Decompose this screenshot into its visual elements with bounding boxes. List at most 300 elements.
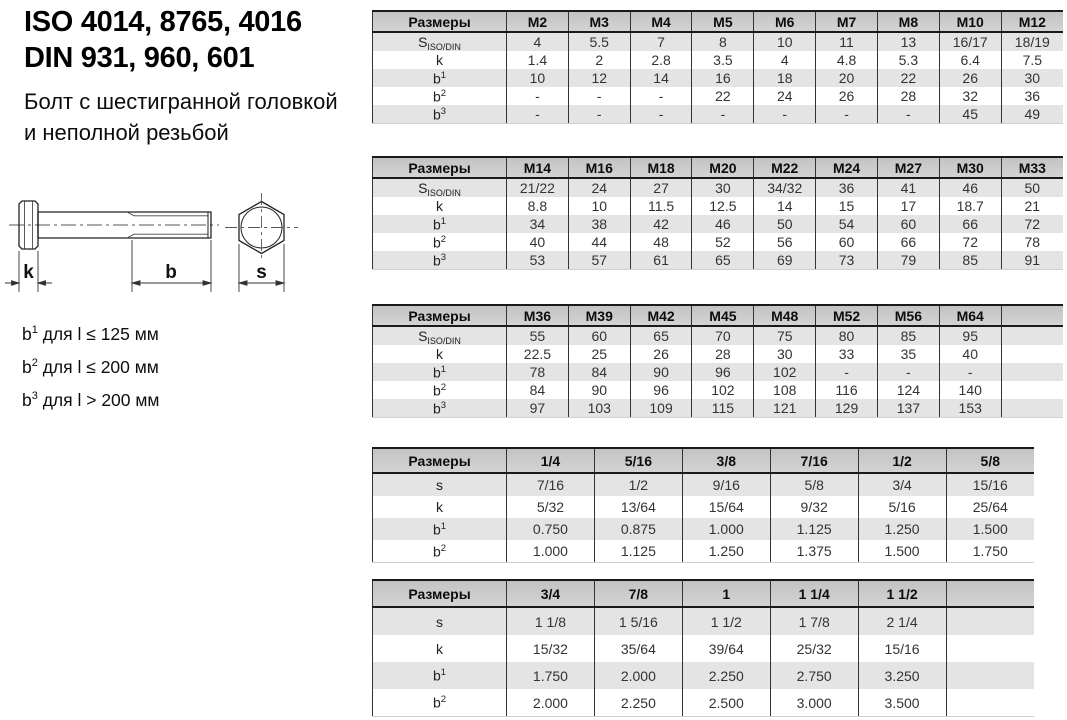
row-label: k [373, 496, 507, 518]
value-cell: 34 [507, 215, 569, 233]
value-cell: 14 [754, 197, 816, 215]
dimensions-table-inch-quarter-to-5-8 [372, 447, 1034, 563]
row-label-column-header: Размеры [373, 580, 507, 607]
value-cell: 27 [630, 178, 692, 197]
row-label: $S_{ISO/DIN}$ [373, 178, 507, 197]
value-cell: 1 1/8 [507, 607, 595, 635]
b-arrow-right [203, 281, 211, 286]
value-cell: 1 1/2 [682, 607, 770, 635]
size-column-header: M24 [816, 157, 878, 178]
size-column-header: 1/2 [858, 448, 946, 473]
value-cell: 53 [507, 251, 569, 270]
blank-cell [946, 635, 1034, 662]
value-cell: 5/8 [770, 473, 858, 496]
value-cell: 49 [1001, 105, 1063, 124]
value-cell: 13 [877, 32, 939, 51]
size-column-header: M3 [568, 11, 630, 32]
value-cell: 80 [816, 326, 878, 345]
value-cell: 13/64 [594, 496, 682, 518]
value-cell: 78 [1001, 233, 1063, 251]
value-cell: - [568, 105, 630, 124]
value-cell: 2 1/4 [858, 607, 946, 635]
title-iso-line: ISO 4014, 8765, 4016 [24, 6, 302, 38]
table-header-row [373, 448, 1035, 473]
value-cell: 25/64 [946, 496, 1034, 518]
value-cell: 90 [630, 363, 692, 381]
table-row [373, 662, 1035, 689]
size-column-header: M10 [939, 11, 1001, 32]
row-label: $b^2$ [373, 233, 507, 251]
value-cell: 2.750 [770, 662, 858, 689]
table-row [373, 105, 1064, 124]
value-cell: 42 [630, 215, 692, 233]
row-label-column-header: Размеры [373, 448, 507, 473]
size-column-header: M20 [692, 157, 754, 178]
value-cell: 28 [692, 345, 754, 363]
blank-cell [946, 662, 1034, 689]
hex-head-front-view [225, 193, 298, 262]
size-column-header: M52 [816, 305, 878, 326]
value-cell: 121 [754, 399, 816, 418]
value-cell: 73 [816, 251, 878, 270]
value-cell: 7/16 [507, 473, 595, 496]
row-label: s [373, 473, 507, 496]
value-cell: - [816, 105, 878, 124]
row-label: k [373, 51, 507, 69]
value-cell: 28 [877, 87, 939, 105]
value-cell: 78 [507, 363, 569, 381]
value-cell: 1.4 [507, 51, 569, 69]
value-cell: - [877, 363, 939, 381]
value-cell: 102 [692, 381, 754, 399]
value-cell: 4 [507, 32, 569, 51]
value-cell: 30 [1001, 69, 1063, 87]
dim-label-k: k [23, 262, 34, 283]
table-row [373, 607, 1035, 635]
value-cell: 12.5 [692, 197, 754, 215]
row-label: $S_{ISO/DIN}$ [373, 32, 507, 51]
value-cell: 21/22 [507, 178, 569, 197]
value-cell: 10 [507, 69, 569, 87]
value-cell: 15/64 [682, 496, 770, 518]
blank-cell [1001, 326, 1063, 345]
value-cell: 5/16 [858, 496, 946, 518]
value-cell: 2.500 [682, 689, 770, 717]
dimensions-table-m14-m33 [372, 156, 1063, 270]
size-column-header: 1/4 [507, 448, 595, 473]
value-cell: 26 [630, 345, 692, 363]
size-column-header: M2 [507, 11, 569, 32]
row-label: $b^1$ [373, 363, 507, 381]
value-cell: 34/32 [754, 178, 816, 197]
value-cell: 97 [507, 399, 569, 418]
size-column-header: M33 [1001, 157, 1063, 178]
value-cell: 66 [939, 215, 1001, 233]
value-cell: 8.8 [507, 197, 569, 215]
value-cell: 84 [568, 363, 630, 381]
value-cell: 116 [816, 381, 878, 399]
value-cell: 9/16 [682, 473, 770, 496]
blank-column-header [946, 580, 1034, 607]
dim-label-b: b [165, 262, 177, 283]
table-row [373, 363, 1064, 381]
value-cell: 1 5/16 [594, 607, 682, 635]
size-column-header: 1 [682, 580, 770, 607]
value-cell: 20 [816, 69, 878, 87]
size-column-header: M27 [877, 157, 939, 178]
value-cell: 1.750 [946, 540, 1034, 563]
size-column-header: M30 [939, 157, 1001, 178]
table-row [373, 32, 1064, 51]
value-cell: 40 [507, 233, 569, 251]
value-cell: 39/64 [682, 635, 770, 662]
value-cell: 140 [939, 381, 1001, 399]
size-column-header: 5/8 [946, 448, 1034, 473]
row-label: $b^1$ [373, 69, 507, 87]
size-column-header: M8 [877, 11, 939, 32]
value-cell: 54 [816, 215, 878, 233]
row-label: $b^2$ [373, 540, 507, 563]
table-row [373, 178, 1064, 197]
value-cell: 65 [630, 326, 692, 345]
row-label: $b^2$ [373, 689, 507, 717]
note-b2 [22, 349, 159, 382]
value-cell: 50 [754, 215, 816, 233]
size-column-header: 5/16 [594, 448, 682, 473]
blank-cell [1001, 381, 1063, 399]
value-cell: 22 [877, 69, 939, 87]
value-cell: 36 [816, 178, 878, 197]
value-cell: 3/4 [858, 473, 946, 496]
dimensions-table-m2-m12 [372, 10, 1063, 124]
value-cell: 2.000 [507, 689, 595, 717]
value-cell: - [630, 87, 692, 105]
value-cell: - [816, 363, 878, 381]
note-b2-sup: 2 [31, 356, 38, 369]
value-cell: 72 [939, 233, 1001, 251]
value-cell: 5.3 [877, 51, 939, 69]
value-cell: 6.4 [939, 51, 1001, 69]
value-cell: 1.250 [682, 540, 770, 563]
table-row [373, 326, 1064, 345]
size-column-header: M16 [568, 157, 630, 178]
value-cell: 69 [754, 251, 816, 270]
size-column-header: 1 1/2 [858, 580, 946, 607]
size-column-header: 7/8 [594, 580, 682, 607]
size-column-header: 7/16 [770, 448, 858, 473]
value-cell: 96 [692, 363, 754, 381]
table-row [373, 87, 1064, 105]
value-cell: 44 [568, 233, 630, 251]
size-column-header: M4 [630, 11, 692, 32]
subtitle-line-2: и неполной резьбой [24, 120, 229, 145]
value-cell: 35/64 [594, 635, 682, 662]
note-b2-symbol: b [22, 356, 32, 377]
value-cell: 25 [568, 345, 630, 363]
value-cell: 32 [939, 87, 1001, 105]
value-cell: 4 [754, 51, 816, 69]
value-cell: 30 [754, 345, 816, 363]
table-header-row [373, 11, 1064, 32]
s-arrow-right [276, 281, 284, 286]
size-column-header: M42 [630, 305, 692, 326]
note-b2-text: для l ≤ 200 мм [37, 356, 159, 377]
value-cell: 10 [568, 197, 630, 215]
value-cell: 38 [568, 215, 630, 233]
value-cell: 103 [568, 399, 630, 418]
value-cell: 15/32 [507, 635, 595, 662]
value-cell: 61 [630, 251, 692, 270]
value-cell: 7 [630, 32, 692, 51]
value-cell: 137 [877, 399, 939, 418]
value-cell: 1.375 [770, 540, 858, 563]
size-column-header: M22 [754, 157, 816, 178]
table-row [373, 399, 1064, 418]
value-cell: - [939, 363, 1001, 381]
size-column-header: 3/8 [682, 448, 770, 473]
blank-cell [946, 689, 1034, 717]
value-cell: 55 [507, 326, 569, 345]
value-cell: 14 [630, 69, 692, 87]
value-cell: 17 [877, 197, 939, 215]
value-cell: 85 [877, 326, 939, 345]
table-row [373, 197, 1064, 215]
dimensions-table-m36-m64 [372, 304, 1063, 418]
value-cell: - [877, 105, 939, 124]
note-b3-text: для l > 200 мм [37, 389, 160, 410]
value-cell: 22 [692, 87, 754, 105]
table-row [373, 381, 1064, 399]
value-cell: 60 [816, 233, 878, 251]
value-cell: 1 7/8 [770, 607, 858, 635]
size-column-header: 3/4 [507, 580, 595, 607]
row-label-column-header: Размеры [373, 11, 507, 32]
row-label: $b^3$ [373, 251, 507, 270]
value-cell: 15 [816, 197, 878, 215]
value-cell: 2.250 [594, 689, 682, 717]
value-cell: 108 [754, 381, 816, 399]
value-cell: 70 [692, 326, 754, 345]
note-b3-sup: 3 [31, 389, 38, 402]
note-b1-text: для l ≤ 125 мм [37, 323, 159, 344]
value-cell: 11.5 [630, 197, 692, 215]
value-cell: 102 [754, 363, 816, 381]
thread-length-notes [22, 316, 159, 414]
value-cell: 9/32 [770, 496, 858, 518]
value-cell: 7.5 [1001, 51, 1063, 69]
row-label: s [373, 607, 507, 635]
value-cell: 11 [816, 32, 878, 51]
row-label: $S_{ISO/DIN}$ [373, 326, 507, 345]
value-cell: 1.500 [946, 518, 1034, 540]
value-cell: 22.5 [507, 345, 569, 363]
row-label-column-header: Размеры [373, 305, 507, 326]
table-row [373, 251, 1064, 270]
dim-label-s: s [256, 262, 267, 283]
value-cell: 75 [754, 326, 816, 345]
value-cell: 1.250 [858, 518, 946, 540]
value-cell: 10 [754, 32, 816, 51]
title-din-line: DIN 931, 960, 601 [24, 42, 255, 74]
value-cell: - [568, 87, 630, 105]
row-label: $b^3$ [373, 105, 507, 124]
row-label: $b^3$ [373, 399, 507, 418]
value-cell: 56 [754, 233, 816, 251]
table-row [373, 540, 1035, 563]
value-cell: 16/17 [939, 32, 1001, 51]
value-cell: 3.5 [692, 51, 754, 69]
blank-cell [1001, 345, 1063, 363]
table-header-row [373, 580, 1035, 607]
value-cell: 60 [568, 326, 630, 345]
value-cell: 18/19 [1001, 32, 1063, 51]
size-column-header: M64 [939, 305, 1001, 326]
value-cell: 15/16 [858, 635, 946, 662]
value-cell: 24 [754, 87, 816, 105]
value-cell: - [754, 105, 816, 124]
row-label: $b^2$ [373, 381, 507, 399]
value-cell: 3.000 [770, 689, 858, 717]
k-arrow-right [38, 281, 46, 286]
size-column-header: M56 [877, 305, 939, 326]
value-cell: 4.8 [816, 51, 878, 69]
value-cell: 48 [630, 233, 692, 251]
size-column-header: M48 [754, 305, 816, 326]
table-row [373, 635, 1035, 662]
value-cell: 30 [692, 178, 754, 197]
blank-column-header [1001, 305, 1063, 326]
value-cell: 3.500 [858, 689, 946, 717]
note-b1 [22, 316, 159, 349]
blank-cell [1001, 399, 1063, 418]
value-cell: 46 [939, 178, 1001, 197]
value-cell: - [507, 87, 569, 105]
value-cell: 36 [1001, 87, 1063, 105]
value-cell: 79 [877, 251, 939, 270]
value-cell: 35 [877, 345, 939, 363]
note-b1-sup: 1 [31, 324, 38, 336]
table-row [373, 345, 1064, 363]
value-cell: 57 [568, 251, 630, 270]
value-cell: 2.250 [682, 662, 770, 689]
value-cell: - [692, 105, 754, 124]
value-cell: 33 [816, 345, 878, 363]
value-cell: 12 [568, 69, 630, 87]
value-cell: 18 [754, 69, 816, 87]
value-cell: 1.000 [682, 518, 770, 540]
blank-cell [946, 607, 1034, 635]
subtitle-line-1: Болт с шестигранной головкой [24, 89, 338, 114]
size-column-header: M45 [692, 305, 754, 326]
value-cell: 46 [692, 215, 754, 233]
value-cell: 2 [568, 51, 630, 69]
row-label: $b^2$ [373, 87, 507, 105]
value-cell: 72 [1001, 215, 1063, 233]
size-column-header: M12 [1001, 11, 1063, 32]
row-label: $b^1$ [373, 215, 507, 233]
row-label: $b^1$ [373, 518, 507, 540]
size-column-header: 1 1/4 [770, 580, 858, 607]
value-cell: 90 [568, 381, 630, 399]
note-b3 [22, 382, 159, 415]
value-cell: 8 [692, 32, 754, 51]
value-cell: 45 [939, 105, 1001, 124]
table-row [373, 496, 1035, 518]
size-column-header: M7 [816, 11, 878, 32]
value-cell: 3.250 [858, 662, 946, 689]
value-cell: 24 [568, 178, 630, 197]
value-cell: 41 [877, 178, 939, 197]
value-cell: 5/32 [507, 496, 595, 518]
value-cell: 21 [1001, 197, 1063, 215]
table-row [373, 51, 1064, 69]
value-cell: 84 [507, 381, 569, 399]
row-label: k [373, 197, 507, 215]
size-column-header: M14 [507, 157, 569, 178]
row-label: k [373, 345, 507, 363]
table-header-row [373, 157, 1064, 178]
value-cell: 26 [939, 69, 1001, 87]
table-row [373, 233, 1064, 251]
table-row [373, 473, 1035, 496]
value-cell: 25/32 [770, 635, 858, 662]
size-column-header: M39 [568, 305, 630, 326]
value-cell: 1.125 [770, 518, 858, 540]
value-cell: 2.000 [594, 662, 682, 689]
size-column-header: M18 [630, 157, 692, 178]
value-cell: 60 [877, 215, 939, 233]
value-cell: 129 [816, 399, 878, 418]
value-cell: 95 [939, 326, 1001, 345]
s-arrow-left [239, 281, 247, 286]
b-arrow-left [132, 281, 140, 286]
row-label: k [373, 635, 507, 662]
value-cell: 26 [816, 87, 878, 105]
value-cell: 96 [630, 381, 692, 399]
document-title [24, 4, 302, 76]
table-row [373, 215, 1064, 233]
value-cell: 1.125 [594, 540, 682, 563]
bolt-side-view [9, 201, 219, 249]
value-cell: 18.7 [939, 197, 1001, 215]
value-cell: 0.875 [594, 518, 682, 540]
value-cell: 1.750 [507, 662, 595, 689]
value-cell: 66 [877, 233, 939, 251]
blank-cell [1001, 363, 1063, 381]
value-cell: 1.000 [507, 540, 595, 563]
document-subtitle [24, 86, 338, 148]
value-cell: - [507, 105, 569, 124]
dimensions-table-inch-3-4-to-1-1-2 [372, 579, 1034, 717]
value-cell: 1/2 [594, 473, 682, 496]
value-cell: 115 [692, 399, 754, 418]
value-cell: - [630, 105, 692, 124]
size-column-header: M6 [754, 11, 816, 32]
bolt-technical-drawing [2, 186, 332, 320]
dimension-lines [5, 240, 284, 292]
value-cell: 0.750 [507, 518, 595, 540]
size-column-header: M5 [692, 11, 754, 32]
value-cell: 109 [630, 399, 692, 418]
value-cell: 85 [939, 251, 1001, 270]
value-cell: 50 [1001, 178, 1063, 197]
row-label-column-header: Размеры [373, 157, 507, 178]
value-cell: 91 [1001, 251, 1063, 270]
note-b1-symbol: b [22, 323, 32, 344]
table-row [373, 689, 1035, 717]
value-cell: 2.8 [630, 51, 692, 69]
value-cell: 124 [877, 381, 939, 399]
